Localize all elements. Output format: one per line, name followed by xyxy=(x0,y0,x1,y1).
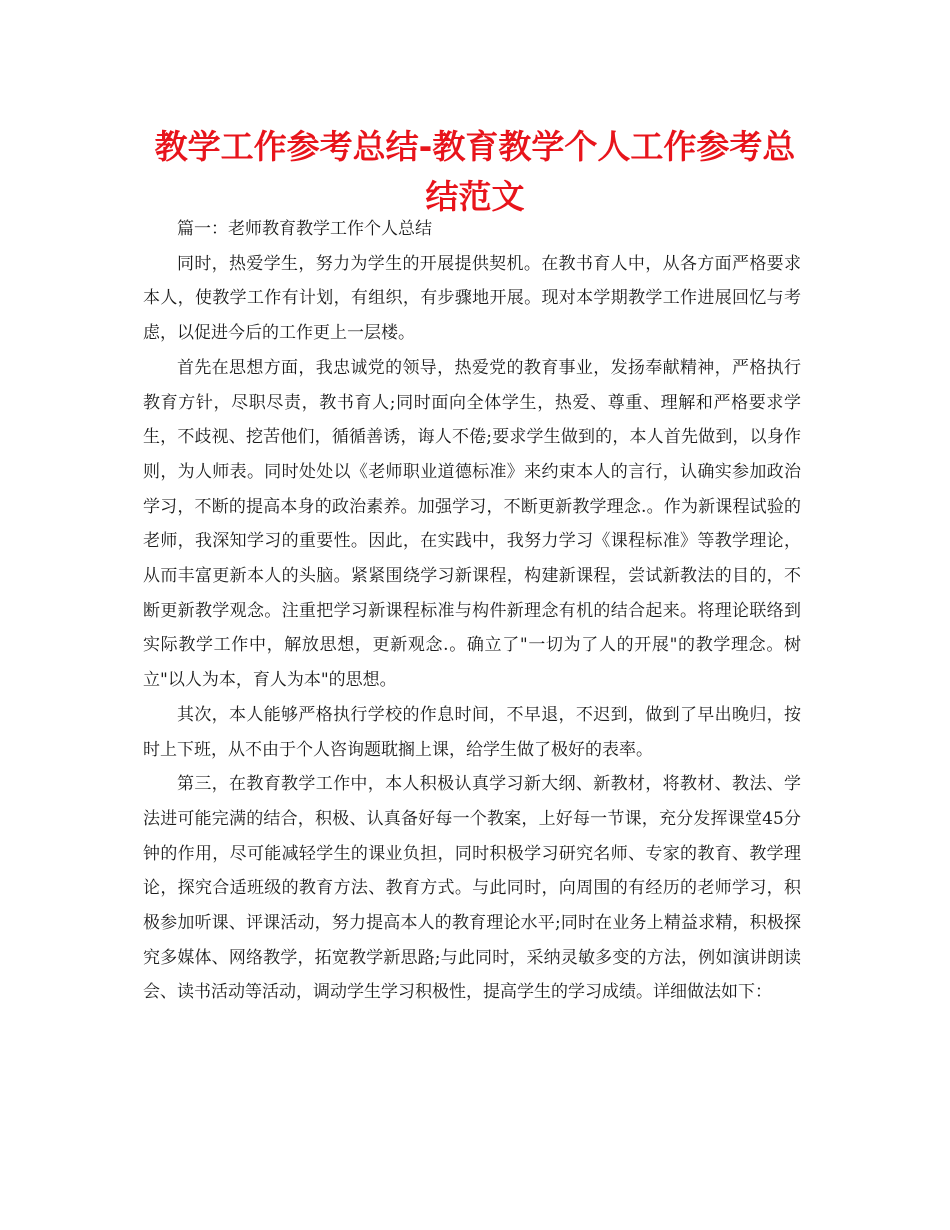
document-body xyxy=(143,212,801,1010)
section-heading: 篇一：老师教育教学工作个人总结 xyxy=(177,219,432,239)
paragraph: 其次，本人能够严格执行学校的作息时间，不早退，不迟到，做到了早出晚归，按时上下班，从不由于个人咨询题耽搁上课，给学生做了极好的表率。 xyxy=(143,704,801,760)
page-title: 教学工作参考总结-教育教学个人工作参考总结范文 xyxy=(154,127,796,216)
paragraph: 同时，热爱学生，努力为学生的开展提供契机。在教书育人中，从各方面严格要求本人，使教学工作有计划，有组织，有步骤地开展。现对本学期教学工作进展回忆与考虑，以促进今后的工作更上一层楼。 xyxy=(143,253,801,344)
paragraph: 第三，在教育教学工作中，本人积极认真学习新大纲、新教材，将教材、教法、学法进可能完满的结合，积极、认真备好每一个教案，上好每一节课，充分发挥课堂45分钟的作用，尽可能减轻学生的课业负担，同时积极学习研究名师、专家的教育、教学理论，探究合适班级的教育方法、教育方式。与此同时，向周围的有经历的老师学习，积极参加听课、评课活动，努力提高本人的教育理论水平;同时在业务上精益求精，积极探究多媒体、网络教学，拓宽教学新思路;与此同时，采纳灵敏多变的方法，例如演讲朗读会、读书活动等活动，调动学生学习积极性，提高学生的学习成绩。详细做法如下： xyxy=(143,774,801,1003)
paragraph: 首先在思想方面，我忠诚党的领导，热爱党的教育事业，发扬奉献精神，严格执行教育方针，尽职尽责，教书育人;同时面向全体学生，热爱、尊重、理解和严格要求学生，不歧视、挖苦他们，循循善诱，诲人不倦;要求学生做到的，本人首先做到，以身作则，为人师表。同时处处以《老师职业道德标准》来约束本人的言行，认确实参加政治学习，不断的提高本身的政治素养。加强学习，不断更新教学理念.。作为新课程试验的老师，我深知学习的重要性。因此，在实践中，我努力学习《课程标准》等教学理论，从而丰富更新本人的头脑。紧紧围绕学习新课程，构建新课程，尝试新教法的目的，不断更新教学观念。注重把学习新课程标准与构件新理念有机的结合起来。将理论联络到实际教学工作中，解放思想，更新观念.。确立了"一切为了人的开展"的教学理念。树立"以人为本，育人为本"的思想。 xyxy=(143,357,801,691)
